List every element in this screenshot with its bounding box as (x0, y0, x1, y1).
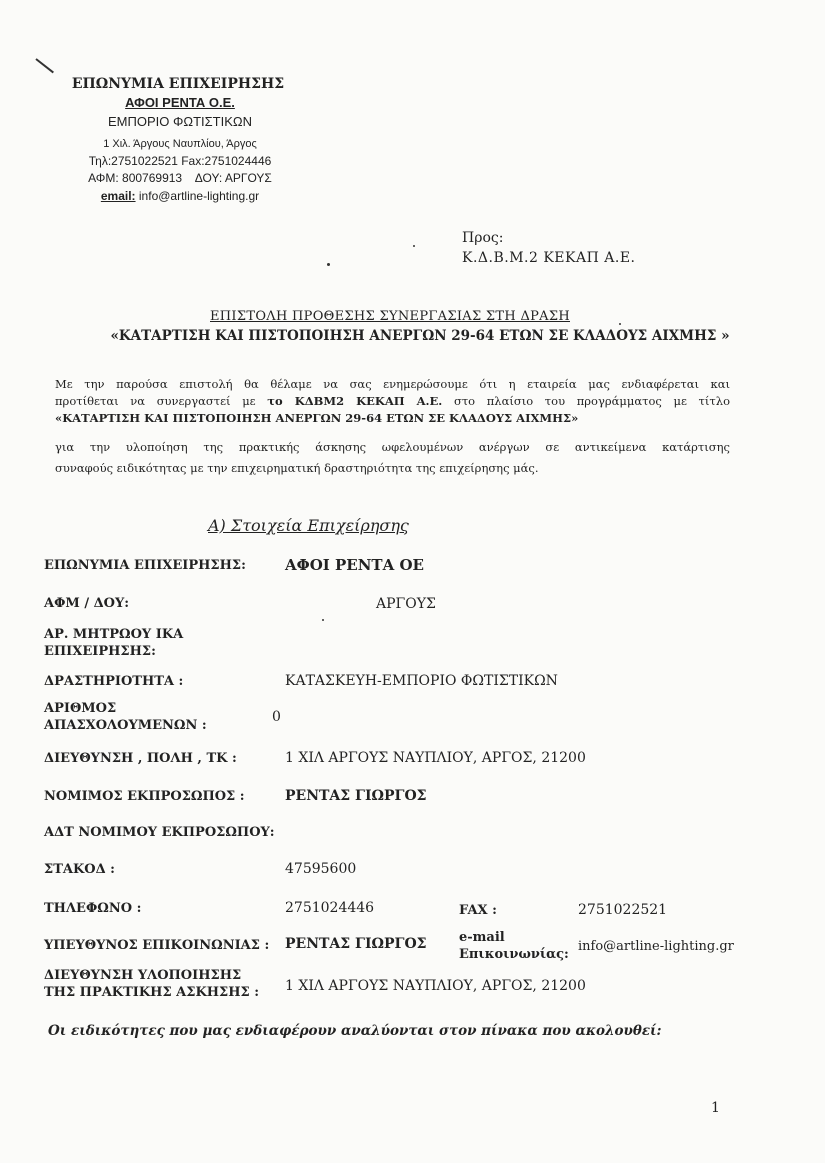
legal-rep-label: ΝΟΜΙΜΟΣ ΕΚΠΡΟΣΩΠΟΣ : (44, 789, 245, 804)
activity-label: ΔΡΑΣΤΗΡΙΟΤΗΤΑ : (44, 674, 184, 689)
letterhead-tax-info (60, 171, 300, 185)
letterhead-company-heading: ΕΠΩΝΥΜΙΑ ΕΠΙΧΕΙΡΗΣΗΣ (71, 76, 285, 92)
implementation-address-label-line1: ΔΙΕΥΘΥΝΣΗ ΥΛΟΠΟΙΗΣΗΣ (44, 968, 242, 983)
page-number: 1 (711, 1100, 720, 1116)
letterhead-email-value[interactable]: info@artline-lighting.gr (138, 189, 260, 203)
legal-rep-value: ΡΕΝΤΑΣ ΓΙΩΡΓΟΣ (285, 788, 427, 804)
adt-label: ΑΔΤ ΝΟΜΙΜΟΥ ΕΚΠΡΟΣΩΠΟΥ: (44, 825, 275, 840)
intro-p1-line2-b: το ΚΔΒΜ2 ΚΕΚΑΠ Α.Ε. (267, 394, 443, 408)
contact-email-label-line1: e-mail (459, 930, 505, 945)
ika-label (44, 626, 183, 660)
recipient-name: Κ.Δ.Β.Μ.2 ΚΕΚΑΠ Α.Ε. (462, 250, 636, 266)
employees-label-line1: ΑΡΙΘΜΟΣ (44, 701, 117, 716)
address-label: ΔΙΕΥΘΥΝΣΗ , ΠΟΛΗ , ΤΚ : (44, 751, 237, 766)
intro-p1-line2-a: προτίθεται να συνεργαστεί με (55, 394, 268, 408)
address-value: 1 ΧΙΛ ΑΡΓΟΥΣ ΝΑΥΠΛΙΟΥ, ΑΡΓΟΣ, 21200 (285, 750, 586, 766)
pen-mark (35, 58, 54, 73)
intro-p1-line1: Με την παρούσα επιστολή θα θέλαμε να σας ενημερώσουμε ότι η εταιρεία μας ενδιαφέρεται και (55, 377, 730, 391)
company-name-value: ΑΦΟΙ ΡΕΝΤΑ ΟΕ (285, 556, 424, 574)
fax-label: FAX : (459, 903, 497, 918)
employees-value: 0 (272, 709, 281, 725)
recipient-label: Προς: (462, 230, 504, 246)
letterhead-address: 1 Χιλ. Άργους Ναυπλίου, Άργος (103, 138, 257, 150)
fax-value: 2751022521 (578, 902, 668, 918)
section-title: Α) Στοιχεία Επιχείρησης (208, 516, 409, 535)
contact-email-label (459, 929, 569, 963)
ika-label-line2: ΕΠΙΧΕΙΡΗΣΗΣ: (44, 644, 156, 659)
scan-speck (619, 323, 621, 325)
intro-p1-line2-c: στο πλαίσιο του προγράμματος με τίτλο (442, 394, 730, 408)
phone-value: 2751024446 (285, 900, 375, 916)
stakod-label: ΣΤΑΚΟΔ : (44, 862, 115, 877)
phone-label: ΤΗΛΕΦΩΝΟ : (44, 901, 142, 916)
letterhead-phone-fax: Τηλ:2751022521 Fax:2751024446 (88, 154, 272, 168)
intro-p1-line2 (55, 393, 730, 410)
subject-line-2: «ΚΑΤΑΡΤΙΣΗ ΚΑΙ ΠΙΣΤΟΠΟΙΗΣΗ ΑΝΕΡΓΩΝ 29-64 ΕΤΩΝ ΣΕ ΚΛΑΔΟΥΣ ΑΙΧΜΗΣ » (110, 328, 730, 344)
letterhead-email (60, 189, 300, 203)
intro-p1-line3: «ΚΑΤΑΡΤΙΣΗ ΚΑΙ ΠΙΣΤΟΠΟΙΗΣΗ ΑΝΕΡΓΩΝ 29-64 ΕΤΩΝ ΣΕ ΚΛΑΔΟΥΣ ΑΙΧΜΗΣ» (55, 411, 579, 425)
contact-email-value[interactable]: info@artline-lighting.gr (578, 939, 734, 954)
subject-line-1: ΕΠΙΣΤΟΛΗ ΠΡΟΘΕΣΗΣ ΣΥΝΕΡΓΑΣΙΑΣ ΣΤΗ ΔΡΑΣΗ (210, 309, 570, 324)
implementation-address-label-line2: ΤΗΣ ΠΡΑΚΤΙΚΗΣ ΑΣΚΗΣΗΣ : (44, 985, 260, 1000)
letterhead-doy: ΔΟΥ: ΑΡΓΟΥΣ (194, 171, 272, 185)
implementation-address-value: 1 ΧΙΛ ΑΡΓΟΥΣ ΝΑΥΠΛΙΟΥ, ΑΡΓΟΣ, 21200 (285, 978, 586, 994)
employees-label-line2: ΑΠΑΣΧΟΛΟΥΜΕΝΩΝ : (44, 718, 207, 733)
letterhead-email-label: email: (100, 189, 136, 203)
stakod-value: 47595600 (285, 861, 357, 877)
letterhead-company-name: ΑΦΟΙ ΡΕΝΤΑ Ο.Ε. (125, 95, 235, 110)
employees-label (44, 700, 207, 734)
contact-email-label-line2: Επικοινωνίας: (459, 947, 569, 962)
intro-p2-line1: για την υλοποίηση της πρακτικής άσκησης ωφελουμένων ανέργων σε αντικείμενα κατάρτισης (55, 440, 730, 454)
afm-doy-label: ΑΦΜ / ΔΟΥ: (44, 596, 130, 611)
scan-speck (322, 619, 324, 621)
ika-label-line1: ΑΡ. ΜΗΤΡΩΟΥ ΙΚΑ (44, 627, 184, 642)
scan-speck (327, 263, 330, 266)
afm-doy-value: ΑΡΓΟΥΣ (376, 596, 436, 612)
activity-value: ΚΑΤΑΣΚΕΥΗ-ΕΜΠΟΡΙΟ ΦΩΤΙΣΤΙΚΩΝ (285, 673, 558, 689)
closing-note: Οι ειδικότητες που μας ενδιαφέρουν αναλύονται στον πίνακα που ακολουθεί: (48, 1023, 662, 1039)
implementation-address-label (44, 967, 259, 1001)
scan-speck (413, 245, 415, 247)
company-name-label: ΕΠΩΝΥΜΙΑ ΕΠΙΧΕΙΡΗΣΗΣ: (44, 558, 246, 573)
intro-p2-line2: συναφούς ειδικότητας με την επιχειρηματική δραστηριότητα της επιχείρησης μάς. (55, 461, 539, 475)
letterhead-afm: ΑΦΜ: 800769913 (88, 171, 183, 185)
contact-value: ΡΕΝΤΑΣ ΓΙΩΡΓΟΣ (285, 936, 427, 952)
letterhead-business-type: ΕΜΠΟΡΙΟ ΦΩΤΙΣΤΙΚΩΝ (107, 114, 252, 129)
contact-label: ΥΠΕΥΘΥΝΟΣ ΕΠΙΚΟΙΝΩΝΙΑΣ : (44, 938, 270, 953)
